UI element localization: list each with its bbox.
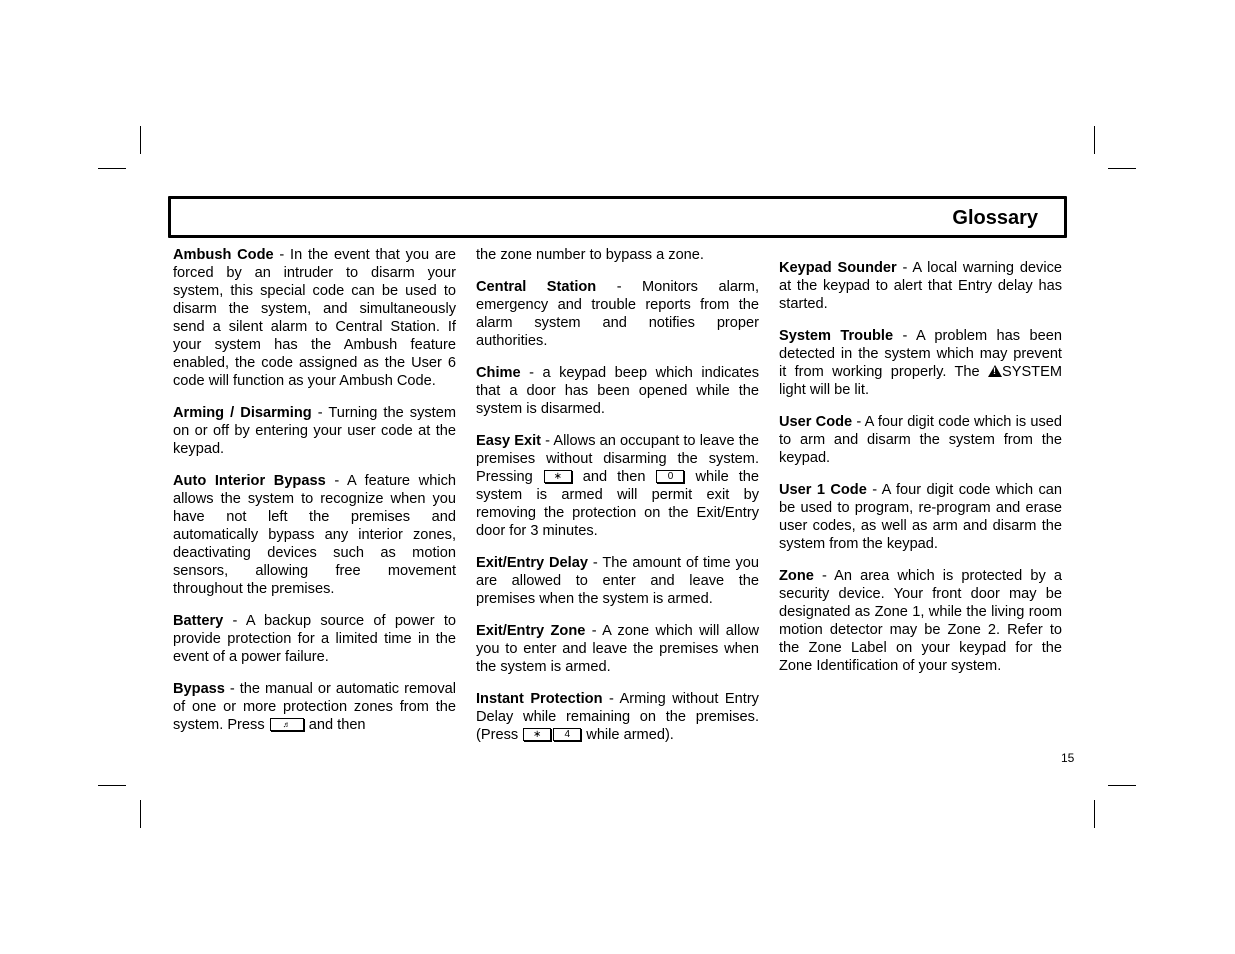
definition: - Allows an occupant to leave the premises without disarming the system. Pressing xyxy=(476,433,760,485)
definition: - A four digit code which can be used to program, re-program and erase user codes, as well as arm and disarm the system from the keypad. xyxy=(779,482,1062,552)
zero-key-icon: 0 xyxy=(656,470,684,483)
glossary-entry-instant-protection xyxy=(476,690,759,744)
definition: - Arming without Entry Delay while remaining on the premises. (Press xyxy=(476,691,759,743)
glossary-entry-exit-entry-delay xyxy=(476,554,759,608)
crop-mark xyxy=(1094,800,1095,828)
term: Arming / Disarming xyxy=(173,405,312,421)
definition: while armed). xyxy=(582,727,674,743)
glossary-entry-exit-entry-zone xyxy=(476,622,759,676)
glossary-entry-zone xyxy=(779,567,1062,675)
glossary-entry-central-station xyxy=(476,278,759,350)
definition: the zone number to bypass a zone. xyxy=(476,247,704,263)
term: Exit/Entry Zone xyxy=(476,623,586,639)
glossary-entry-bypass xyxy=(173,680,456,734)
warning-triangle-icon xyxy=(988,365,1002,377)
definition: - In the event that you are forced by an intruder to disarm your system, this special code can be used to disarm the system, and simultaneously send a silent alarm to Central Station. If your system has the Ambush feature enabled, the code assigned as the User 6 code will function as your Ambush Code. xyxy=(173,247,456,389)
bypass-key-icon: ♬ xyxy=(270,718,304,731)
definition: - A feature which allows the system to recognize when you have not left the premises and automatically bypass any interior zones, deactivating devices such as motion sensors, allowing free movement throughout the premises. xyxy=(173,473,456,597)
page-number: 15 xyxy=(1061,751,1075,765)
header-box xyxy=(168,196,1067,238)
glossary-entry-ambush-code xyxy=(173,246,456,390)
page-title: Glossary xyxy=(952,207,1038,229)
definition: - An area which is protected by a security device. Your front door may be designated as Zone 1, while the living room motion detector may be Zone 2. Refer to the Zone Label on your keypad for the Zone Identification of your system. xyxy=(779,568,1062,674)
term: Zone xyxy=(779,568,814,584)
definition: while the system is armed will permit exit by removing the protection on the Exit/Entry door for 3 minutes. xyxy=(476,469,759,539)
term: System Trouble xyxy=(779,328,894,344)
glossary-entry-chime xyxy=(476,364,759,418)
glossary-entry-battery xyxy=(173,612,456,666)
definition: - A zone which will allow you to enter and leave the premises when the system is armed. xyxy=(476,623,759,675)
glossary-entry-user-1-code xyxy=(779,481,1062,553)
definition: - The amount of time you are allowed to enter and leave the premises when the system is armed. xyxy=(476,555,759,607)
crop-mark xyxy=(1108,168,1136,169)
glossary-entry-easy-exit xyxy=(476,432,759,540)
definition: SYSTEM light will be lit. xyxy=(779,364,1062,398)
definition: - a keypad beep which indicates that a door has been opened while the system is disarmed. xyxy=(476,365,759,417)
term: Exit/Entry Delay xyxy=(476,555,588,571)
term: Instant Protection xyxy=(476,691,603,707)
term: Ambush Code xyxy=(173,247,274,263)
term: Keypad Sounder xyxy=(779,260,897,276)
term: Central Station xyxy=(476,279,597,295)
glossary-entry-arming-disarming xyxy=(173,404,456,458)
term: Battery xyxy=(173,613,224,629)
definition: - A problem has been detected in the system which may prevent it from working properly. The xyxy=(779,328,1062,380)
crop-mark xyxy=(140,126,141,154)
glossary-continuation xyxy=(476,246,759,264)
term: Bypass xyxy=(173,681,225,697)
crop-mark xyxy=(98,785,126,786)
crop-mark xyxy=(98,168,126,169)
glossary-entry-user-code xyxy=(779,413,1062,467)
term: Easy Exit xyxy=(476,433,541,449)
crop-mark xyxy=(1108,785,1136,786)
term: Chime xyxy=(476,365,521,381)
term: User Code xyxy=(779,414,853,430)
definition: - Monitors alarm, emergency and trouble reports from the alarm system and notifies proper authorities. xyxy=(476,279,760,349)
four-key-icon: 4 xyxy=(553,728,581,741)
definition: and then xyxy=(572,469,656,485)
glossary-entry-keypad-sounder xyxy=(779,259,1062,313)
definition: and then xyxy=(304,717,366,733)
definition: - the manual or automatic removal of one or more protection zones from the system. Press xyxy=(173,681,456,733)
definition: - A local warning device at the keypad to alert that Entry delay has started. xyxy=(779,260,1063,312)
term: User 1 Code xyxy=(779,482,867,498)
glossary-entry-auto-interior-bypass xyxy=(173,472,456,598)
star-key-icon: ∗ xyxy=(544,470,572,483)
definition: - Turning the system on or off by entering your user code at the keypad. xyxy=(173,405,456,457)
definition: - A backup source of power to provide protection for a limited time in the event of a power failure. xyxy=(173,613,456,665)
definition: - A four digit code which is used to arm and disarm the system from the keypad. xyxy=(779,414,1062,466)
term: Auto Interior Bypass xyxy=(173,473,326,489)
column-middle xyxy=(476,246,759,758)
glossary-entry-system-trouble xyxy=(779,327,1062,399)
crop-mark xyxy=(140,800,141,828)
column-right xyxy=(779,259,1062,689)
crop-mark xyxy=(1094,126,1095,154)
star-key-icon: ∗ xyxy=(523,728,551,741)
column-left xyxy=(173,246,456,748)
